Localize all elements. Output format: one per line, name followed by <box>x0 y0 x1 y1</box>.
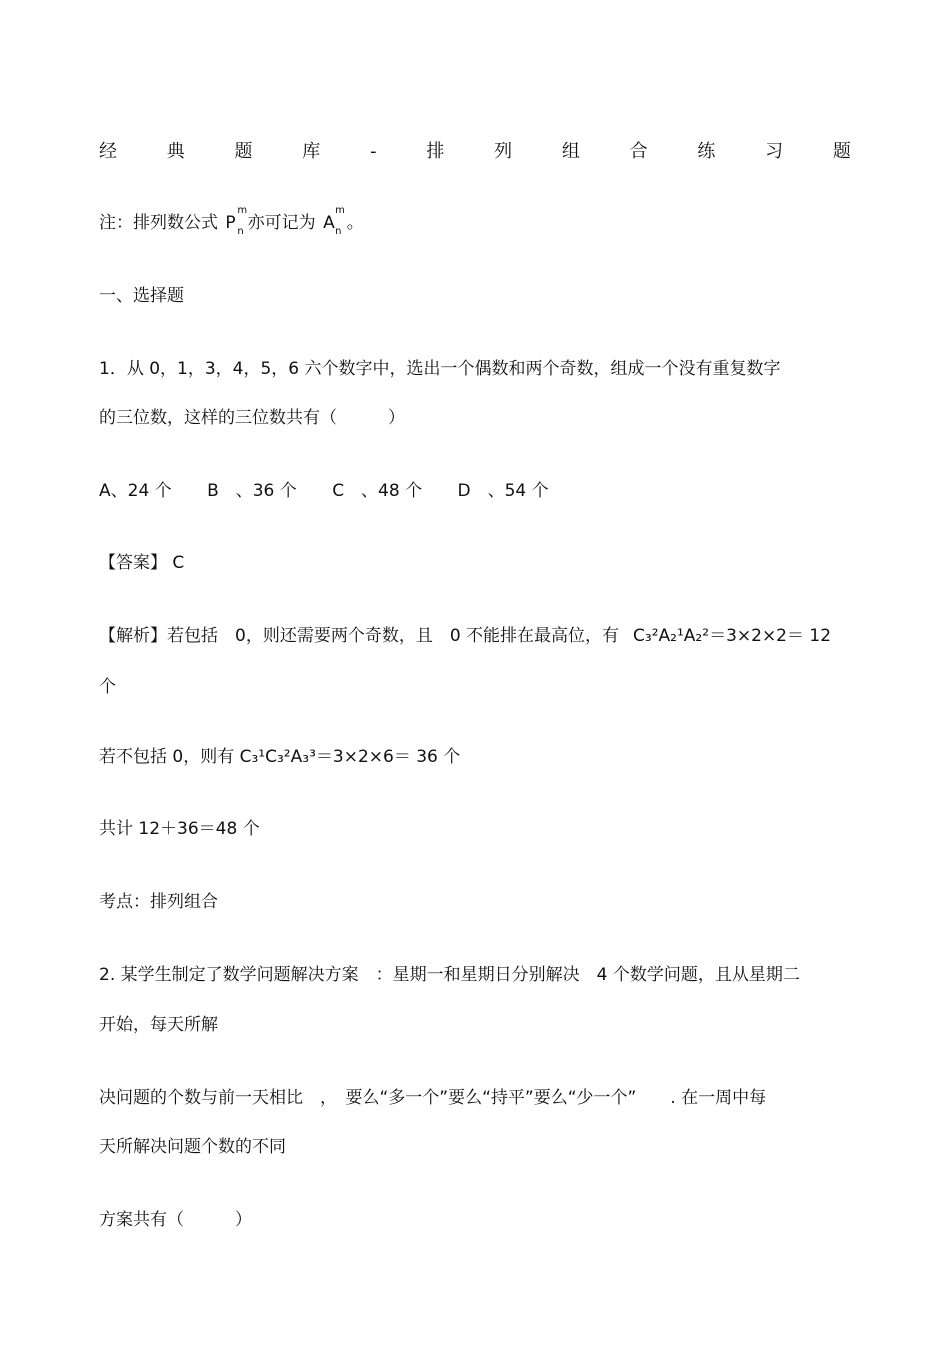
title-char: 典 <box>166 141 185 162</box>
q1-options <box>99 480 549 502</box>
q2-line1: 2. 某学生制定了数学问题解决方案 ：星期一和星期日分别解决 4 个数学问题，且从星期二 <box>99 965 800 985</box>
q1-answer: 【答案】 C <box>99 553 185 573</box>
title-char: 库 <box>302 141 321 162</box>
analysis-prefix: 【解析】若包括 0，则还需要两个奇数，且 0 不能排在最高位，有 <box>99 626 620 646</box>
document-title <box>99 140 851 164</box>
option-b: B 、36 个 <box>207 481 297 501</box>
option-a: A、24 个 <box>99 481 172 501</box>
title-char: 组 <box>561 141 580 162</box>
option-d: D 、54 个 <box>457 481 549 501</box>
note-prefix: 注：排列数公式 <box>99 213 218 233</box>
q1-line2: 的三位数，这样的三位数共有（ ） <box>99 408 405 428</box>
note-suffix: 。 <box>346 213 364 233</box>
section-heading: 一、选择题 <box>99 286 184 306</box>
analysis-formula: C₃²A₂¹A₂²＝3×2×2＝ 12 <box>633 626 832 646</box>
title-char: 题 <box>832 141 851 162</box>
title-char: - <box>370 141 377 162</box>
q2-line3: 决问题的个数与前一天相比 ， 要么“多一个”要么“持平”要么“少一个” . 在一周中每 <box>99 1088 767 1108</box>
title-char: 题 <box>234 141 253 162</box>
q1-case2: 若不包括 0，则有 C₃¹C₃²A₃³＝3×2×6＝ 36 个 <box>99 747 461 767</box>
q1-total: 共计 12＋36＝48 个 <box>99 819 260 839</box>
q1-analysis <box>99 625 831 647</box>
title-char: 习 <box>765 141 784 162</box>
title-char: 排 <box>426 141 445 162</box>
q1-keypoint: 考点：排列组合 <box>99 892 218 912</box>
permutation-symbol-a: A m n <box>323 205 345 237</box>
title-char: 经 <box>99 141 117 162</box>
title-char: 练 <box>697 141 716 162</box>
q2-line2: 开始，每天所解 <box>99 1015 218 1035</box>
q2-line5: 方案共有（ ） <box>99 1210 252 1230</box>
option-c: C 、48 个 <box>332 481 423 501</box>
title-char: 列 <box>494 141 513 162</box>
q2-line4: 天所解决问题个数的不同 <box>99 1137 286 1157</box>
q1-line1: 1．从 0，1，3，4，5，6 六个数字中，选出一个偶数和两个奇数，组成一个没有重复数字 <box>99 359 781 379</box>
q1-analysis-cont: 个 <box>99 677 116 697</box>
title-char: 合 <box>629 141 648 162</box>
note-middle: 亦可记为 <box>247 213 316 233</box>
note-line <box>99 205 364 237</box>
permutation-symbol-p: P m n <box>225 205 248 237</box>
